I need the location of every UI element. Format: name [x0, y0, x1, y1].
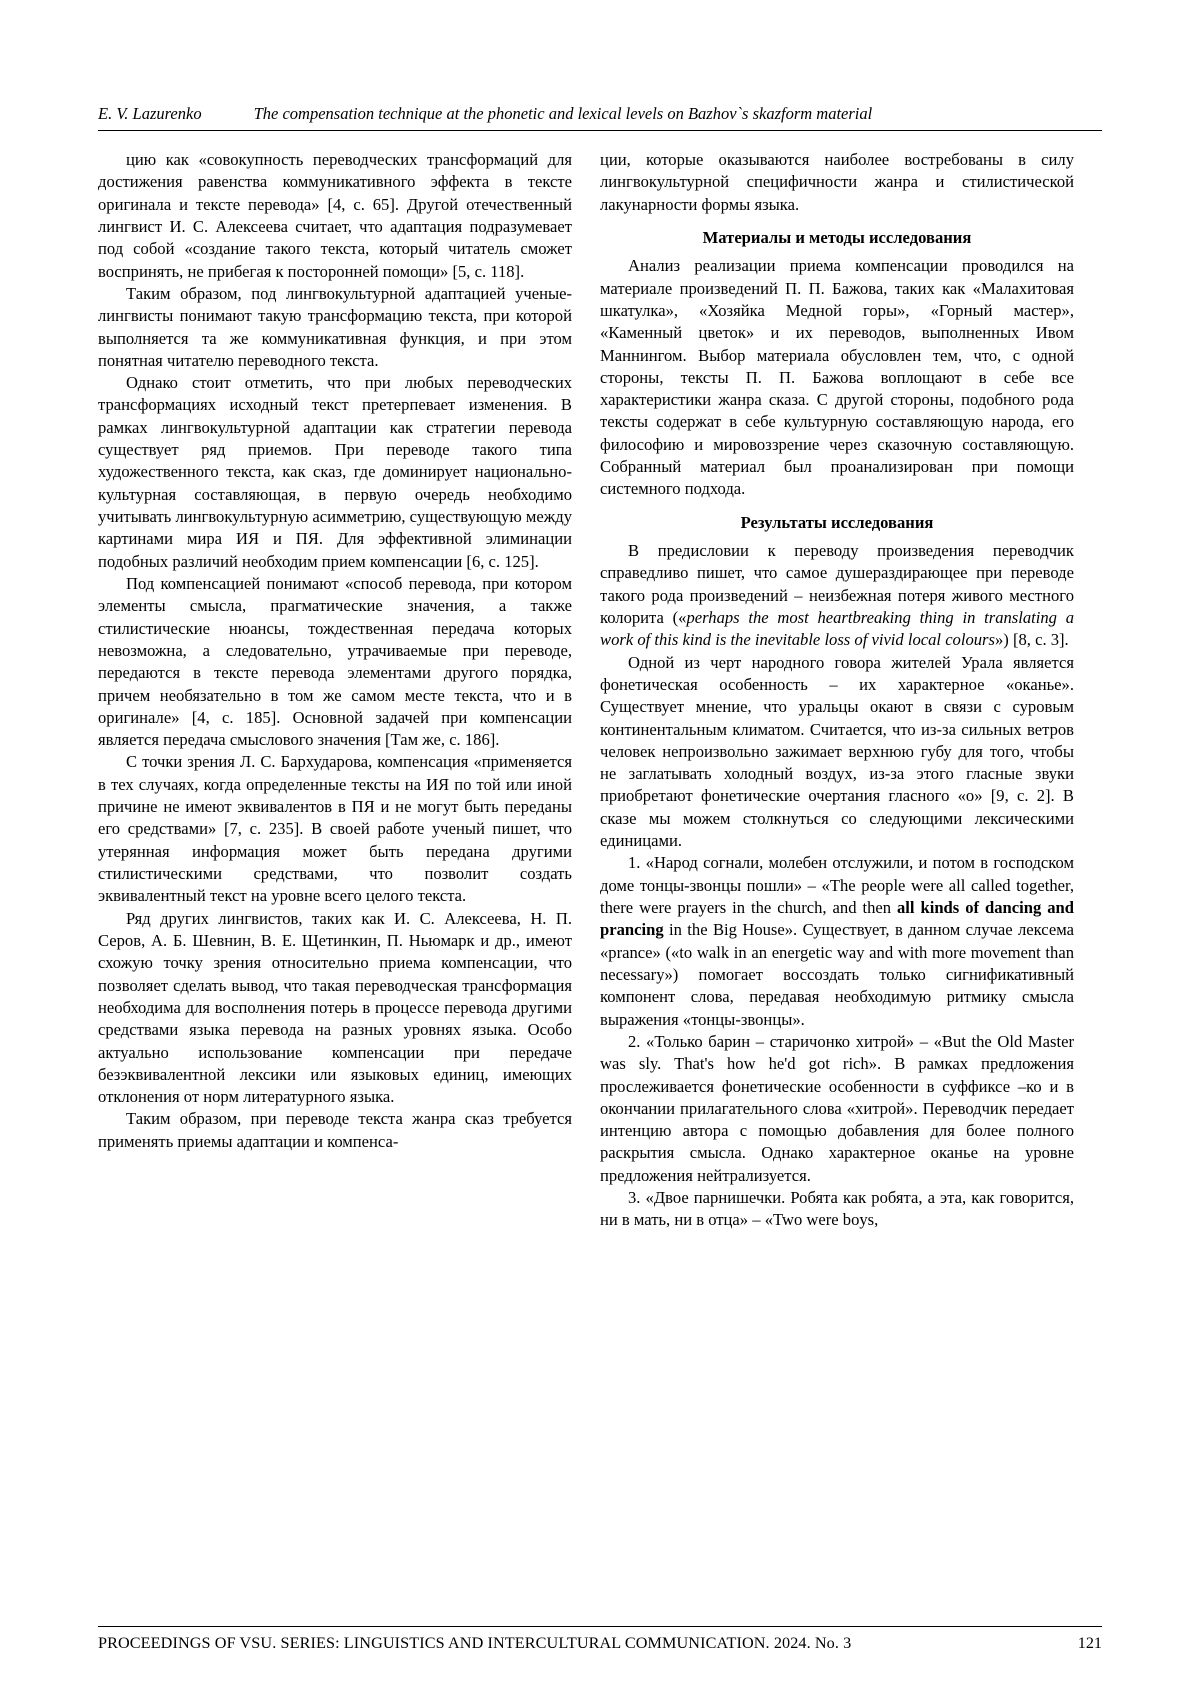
text-run: В предисловии к переводу произведения переводчик справедливо пишет, что самое душераздирающее при переводе такого рода произведений – неизбежная потеря живого местного колорита (« — [600, 541, 1074, 627]
section-heading-materials: Материалы и методы исследования — [702, 227, 972, 247]
paragraph: Таким образом, под лингвокультурной адаптацией ученые-лингвисты понимают такую трансформацию текста, при которой выполняется та же коммуникативная функция, и при этом понятная читателю переводного текста. — [98, 283, 572, 370]
paragraph-example-2: 2. «Только барин – старичонко хитрой» – «But the Old Master was sly. That's how he'd got rich». В рамках предложения прослеживается фонетические особенности в суффиксе –ко и в окончании прилагательного слова «хитрой». Переводчик передает интенцию автора с помощью добавления для более полного раскрытия смысла. Однако характерное оканье на уровне предложения нейтрализуется. — [600, 1031, 1074, 1185]
paragraph: цию как «совокупность переводческих трансформаций для достижения равенства коммуникативного эффекта в тексте оригинала и тексте перевода» [4, с. 65]. Другой отечественный лингвист И. С. Алексеева считает, что адаптация подразумевает под собой «создание такого текста, который читатель сможет воспринять, не прибегая к посторонней помощи» [5, с. 118]. — [98, 150, 572, 281]
quote-english-italic: perhaps the most heartbreaking thing in translating a work of this kind is the inevitable loss of vivid local colours — [600, 607, 1075, 650]
section-heading-results: Результаты исследования — [740, 512, 934, 532]
paragraph: Анализ реализации приема компенсации проводился на материале произведений П. П. Бажова, таких как «Малахитовая шкатулка», «Хозяйка Медной горы», «Горный мастер», «Каменный цветок» и их переводов, выполненных Ивом Маннингом. Выбор материала обусловлен тем, что, с одной стороны, тексты П. П. Бажова воплощают в себе все характеристики жанра сказа. С другой стороны, подобного рода тексты содержат в себе культурную составляющую народа, его философию и мировоззрение через сказочную составляющую. Собранный материал был проанализирован при помощи системного подхода. — [600, 256, 1074, 499]
two-column-body — [98, 149, 1102, 1539]
page-number: 121 — [1077, 1634, 1102, 1652]
paragraph: Однако стоит отметить, что при любых переводческих трансформациях исходный текст претерпевает изменения. В рамках лингвокультурной адаптации как стратегии перевода существует ряд приемов. При переводе такого типа художественного текста, как сказ, где доминирует национально-культурная составляющая, в первую очередь необходимо учитывать лингвокультурную асимметрию, существующую между картинами мира ИЯ и ПЯ. Для эффективной элиминации подобных различий необходим прием компенсации [6, с. 125]. — [98, 373, 572, 571]
paragraph: Под компенсацией понимают «способ перевода, при котором элементы смысла, прагматические значения, а также стилистические нюансы, тождественная передача которых невозможна, а следовательно, утрачиваемые при переводе, передаются в тексте перевода элементами другого порядка, причем необязательно в том же самом месте текста, что и в оригинале» [4, с. 185]. Основной задачей при компенсации является передача смыслового значения [Там же, с. 186]. — [98, 573, 572, 750]
paragraph-results-intro — [600, 540, 1074, 652]
paragraph-continuation: ции, которые оказываются наиболее востребованы в силу лингвокультурной специфичности жанра и стилистической лакунарности формы языка. — [600, 150, 1074, 214]
text-run: 1. «Народ согнали, молебен отслужили, и потом в господском доме тонцы-звонцы пошли» – «The people were all called together, there were prayers in the church, and then — [600, 853, 1074, 917]
left-column — [98, 149, 572, 1539]
running-head-author: E. V. Lazurenko — [98, 104, 202, 123]
paragraph: Одной из черт народного говора жителей Урала является фонетическая особенность – их характерное «оканье». Существует мнение, что уральцы окают в связи с суровым континентальным климатом. Считается, что из-за сильных ветров человек непроизвольно зажимает верхнюю губу для того, чтобы не заглатывать холодный воздух, из-за этого гласные звуки приобретают фонетические очертания гласного «о» [9, с. 2]. В сказе мы можем столкнуться со следующими лексическими единицами. — [600, 652, 1074, 851]
highlighted-phrase: all kinds of dancing and prancing — [600, 898, 1074, 940]
paragraph-example-1 — [600, 852, 1074, 1031]
text-run: in the Big House». Существует, в данном случае лексема «prance» («to walk in an energetic way and with more movement than necessary») помогает воссоздать только сигнификативный компонент слова, передавая необходимую ритмику смысла выражения «тонцы-звонцы». — [600, 920, 1074, 1029]
paragraph: Ряд других лингвистов, таких как И. С. Алексеева, Н. П. Серов, А. Б. Шевнин, В. Е. Щетинкин, П. Ньюмарк и др., имеют схожую точку зрения относительно приема компенсации, что позволяет сделать вывод, что такая переводческая трансформация необходима для восполнения потерь в процессе перевода другими средствами языка перевода на разных уровнях языка. Особо актуально использование компенсации при передаче безэквивалентной лексики или языковых единиц, имеющих отклонения от норм литературного языка. — [98, 908, 572, 1107]
footer-journal-line: PROCEEDINGS OF VSU. SERIES: LINGUISTICS AND INTERCULTURAL COMMUNICATION. 2024. No. 3 — [98, 1634, 852, 1652]
running-head — [98, 104, 1102, 131]
paragraph: С точки зрения Л. С. Бархударова, компенсация «применяется в тех случаях, когда определенные тексты на ИЯ по той или иной причине не имеют эквивалентов в ПЯ и не могут быть переданы его средствами» [7, с. 235]. В своей работе ученый пишет, что утерянная информация может быть передана другими стилистическими средствами, что позволит создать эквивалентный текст на уровне всего целого текста. — [98, 752, 572, 906]
paragraph-example-3: 3. «Двое парнишечки. Робята как робята, а эта, как говорится, ни в мать, ни в отца» – «Two were boys, — [600, 1188, 1074, 1230]
running-head-title: The compensation technique at the phonetic and lexical levels on Bazhov`s skazform material — [253, 104, 873, 123]
page-footer — [98, 1626, 1102, 1653]
right-column — [600, 149, 1074, 1539]
text-run: ») [8, с. 3]. — [994, 630, 1069, 650]
paragraph: Таким образом, при переводе текста жанра сказ требуется применять приемы адаптации и компенса- — [98, 1109, 572, 1151]
